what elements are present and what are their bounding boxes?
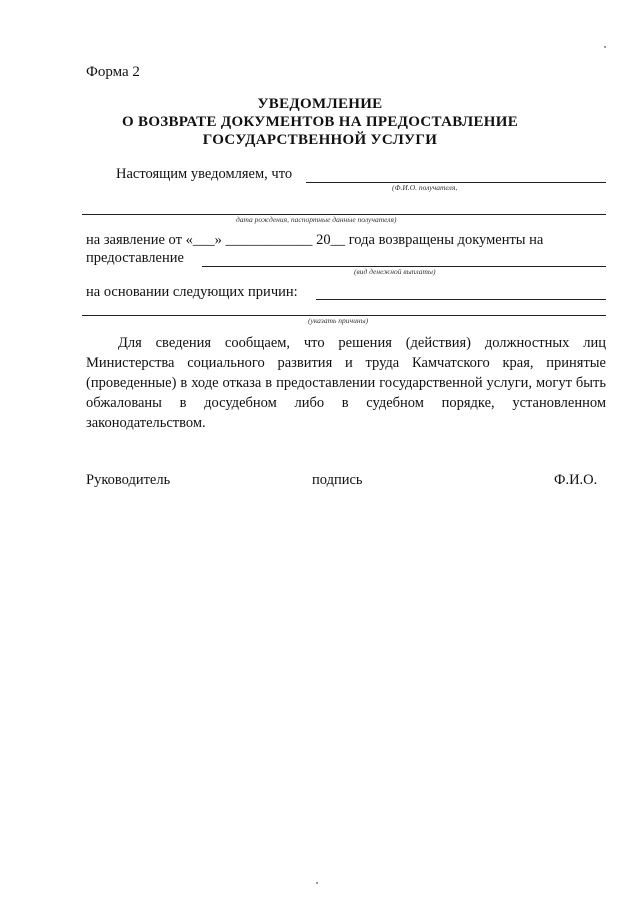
- application-blank-day: ___: [192, 232, 215, 248]
- reasons-line: [316, 299, 606, 300]
- scan-speck: [604, 46, 606, 48]
- document-title-line-3: ГОСУДАРСТВЕННОЙ УСЛУГИ: [202, 132, 438, 148]
- application-text-mid: » ____________ 20__ года возвращены документы на: [214, 232, 544, 248]
- notify-text: Настоящим уведомляем, что: [116, 166, 293, 182]
- signature-name: Ф.И.О.: [554, 472, 598, 488]
- form-label: Форма 2: [86, 64, 140, 80]
- document-title-line-2: О ВОЗВРАТЕ ДОКУМЕНТОВ НА ПРЕДОСТАВЛЕНИЕ: [122, 114, 518, 130]
- body-paragraph: Для сведения сообщаем, что решения (действия) должностных лиц Министерства социального развития и труда Камчатского края, принятые (проведенные) в ходе отказа в предоставлении государственной услуги, могут быть обжалованы в досудебном либо в судебном порядке, установленном законодательством.: [86, 335, 606, 431]
- application-text-start: на заявление от «: [86, 232, 193, 248]
- hint-fio: (Ф.И.О. получателя,: [392, 183, 458, 192]
- signature-role: Руководитель: [86, 472, 171, 488]
- hint-dob: дата рождения, паспортные данные получателя): [236, 215, 397, 224]
- scan-speck: [316, 882, 318, 884]
- signature-sign: подпись: [312, 472, 363, 488]
- application-text: [86, 232, 543, 249]
- hint-payment: (вид денежной выплаты): [354, 267, 436, 276]
- hint-reasons: (указать причины): [308, 316, 369, 325]
- reasons-text: на основании следующих причин:: [86, 284, 298, 300]
- application-text-second: предоставление: [86, 250, 184, 266]
- document-title-line-1: УВЕДОМЛЕНИЕ: [257, 96, 383, 112]
